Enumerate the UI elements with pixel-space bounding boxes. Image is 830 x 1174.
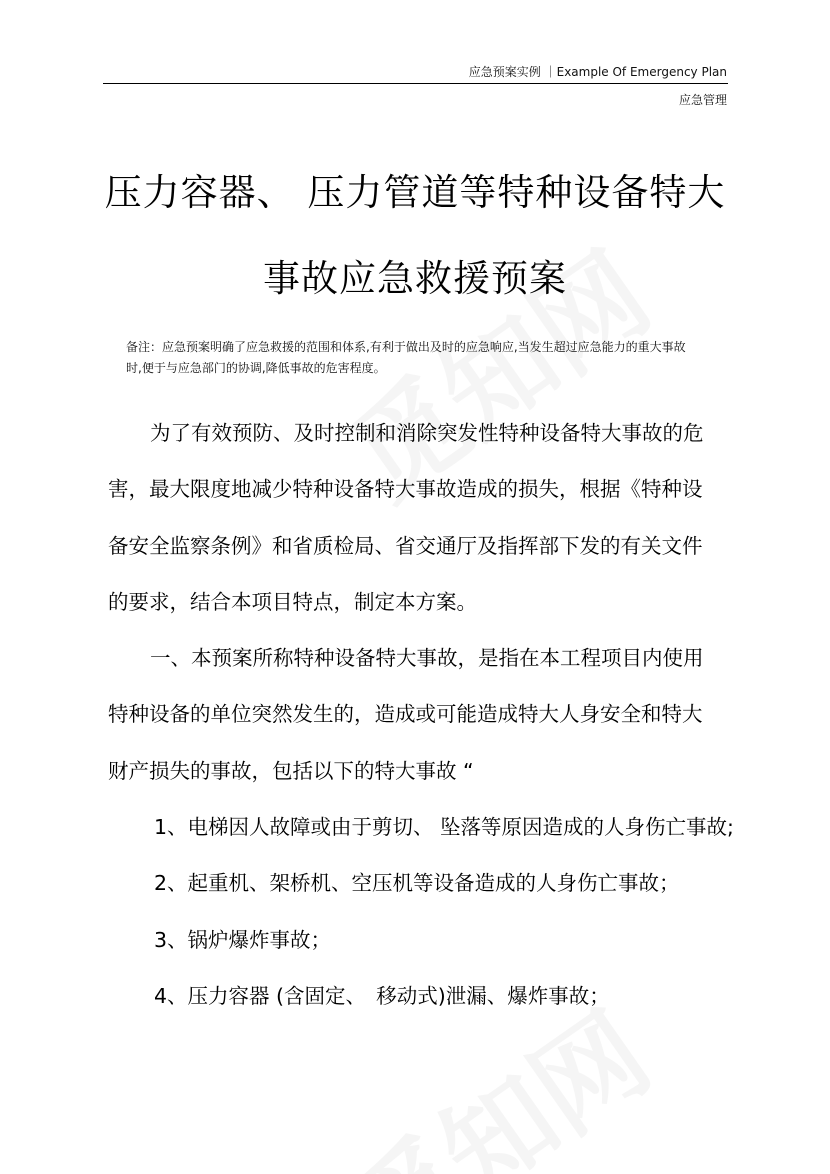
list-item: 4、压力容器 (含固定、 移动式)泄漏、爆炸事故； [154, 983, 610, 1008]
body-line: 财产损失的事故，包括以下的特大事故 “ [108, 758, 474, 783]
list-item: 2、起重机、架桥机、空压机等设备造成的人身伤亡事故； [154, 871, 680, 896]
list-item: 1、电梯因人故障或由于剪切、 坠落等原因造成的人身伤亡事故; [154, 815, 734, 840]
list-item: 3、锅炉爆炸事故； [154, 927, 332, 952]
body-line: 备安全监察条例》和省质检局、省交通厅及指挥部下发的有关文件 [108, 533, 703, 558]
title-line-1: 压力容器、 压力管道等特种设备特大 [104, 171, 726, 214]
document-title [100, 150, 730, 322]
body-line: 特种设备的单位突然发生的，造成或可能造成特大人身安全和特大 [108, 702, 703, 727]
remark-line-1: 备注：应急预案明确了应急救援的范围和体系,有利于做出及时的应急响应,当发生超过应急能力的重大事故 [126, 340, 686, 354]
body-line: 害，最大限度地减少特种设备特大事故造成的损失，根据《特种设 [108, 477, 703, 502]
remark-line-2: 时,便于与应急部门的协调,降低事故的危害程度。 [126, 361, 386, 375]
header-series-title: 应急预案实例 ｜Example Of Emergency Plan [468, 65, 727, 79]
title-line-2: 事故应急救援预案 [263, 257, 567, 300]
document-body [108, 405, 734, 1024]
body-line: 一、本预案所称特种设备特大事故，是指在本工程项目内使用 [150, 646, 704, 671]
body-line: 的要求，结合本项目特点，制定本方案。 [108, 589, 477, 614]
header-divider [103, 83, 728, 84]
remark-note [126, 337, 726, 379]
header-category: 应急管理 [678, 93, 727, 107]
body-line: 为了有效预防、及时控制和消除突发性特种设备特大事故的危 [150, 421, 704, 445]
